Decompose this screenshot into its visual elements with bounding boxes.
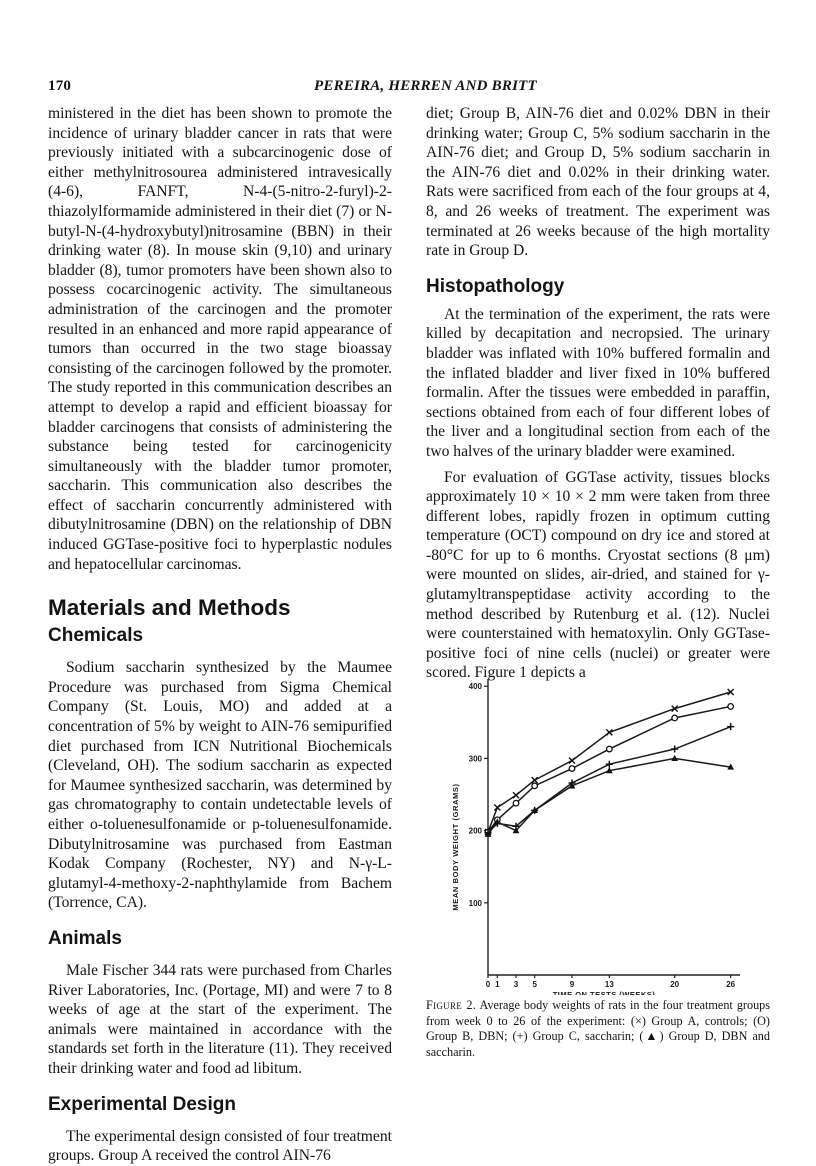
y-tick-label: 400: [468, 682, 482, 692]
x-tick-label: 0: [485, 980, 491, 989]
data-point-plus: [671, 746, 678, 753]
x-tick-label: 3: [513, 980, 519, 989]
design-paragraph: The experimental design consisted of four treatment groups. Group A received the control AIN-76: [48, 1127, 392, 1165]
histopathology-paragraph-2: For evaluation of GGTase activity, tissues blocks approximately 10 × 10 × 2 mm were taken from three different lobes, rapidly frozen in optimum cutting temperature (OCT) compound on dry ice and stored at -80°C for up to 6 months. Cryostat sections (8 μm) were mounted on slides, air-dried, and stained for γ-glutamyltranspeptidase activity according to the method described by Rutenburg et al. (12). Nuclei were counterstained with hematoxylin. Only GGTase-positive foci of nine cells (nuclei) or greater were scored. Figure 1 depicts a: [426, 468, 770, 682]
data-point-circle: [513, 800, 519, 806]
y-tick-label: 200: [468, 826, 482, 836]
x-tick-label: 20: [670, 980, 680, 989]
data-point-plus: [606, 761, 613, 768]
data-point-circle: [532, 783, 538, 789]
data-point-circle: [728, 704, 734, 710]
y-tick-label: 300: [468, 754, 482, 764]
page-number: 170: [48, 78, 72, 94]
chemicals-paragraph: Sodium saccharin synthesized by the Maumee Procedure was purchased from Sigma Chemical Company (St. Louis, MO) and added at a concentration of 5% by weight to AIN-76 semipurified diet purchased from ICN Nutritional Biochemicals (Cleveland, OH). The sodium saccharin as expected for Maumee synthesized saccharin, was determined by gas chromatography to contain undetectable levels of either o-toluenesulfonamide or p-toluenesulfonamide. Dibutylnitrosamine was purchased from Eastman Kodak Company (Rochester, NY) and N-γ-L-glutamyl-4-methoxy-2-naphthylamide from Bachem (Torrence, CA).: [48, 659, 392, 912]
left-column: [48, 104, 392, 1166]
animals-heading: Animals: [48, 927, 122, 949]
running-title: PEREIRA, HERREN AND BRITT: [314, 78, 537, 94]
data-point-circle: [672, 715, 678, 721]
y-axis-label: MEAN BODY WEIGHT (GRAMS): [451, 783, 460, 911]
data-point-circle: [569, 766, 575, 772]
data-point-plus: [727, 723, 734, 730]
data-point-triangle: [671, 755, 678, 761]
figure-2-chart: [440, 665, 770, 995]
x-tick-label: 26: [726, 980, 736, 989]
chemicals-heading: Chemicals: [48, 625, 144, 647]
intro-paragraph: ministered in the diet has been shown to promote the incidence of urinary bladder cancer in rats that were previously initiated with a subcarcinogenic dose of either methylnitrosourea administered intravesically (4-6), FANFT, N-4-(5-nitro-2-furyl)-2-thiazolylformamide administered in their diet (7) or N-butyl-N-(4-hydroxybutyl)nitrosamine (BBN) in their drinking water (8). In mouse skin (9,10) and urinary bladder (8), tumor promoters have been shown also to possess cocarcinogenic activity. The simultaneous administration of the carcinogen and the promoter resulted in an enhanced and more rapid appearance of tumors than occurred in the two stage bioassay consisting of the carcinogen followed by the promoter. The study reported in this communication describes an attempt to develop a rapid and efficient bioassay for bladder carcinogens that consists of administering the substance being tested for carcinogenicity simultaneously with the bladder tumor promoter, saccharin. This communication also describes the effect of saccharin concurrently administered with dibutylnitrosamine (DBN) on the relationship of DBN induced GGTase-positive foci to hyperplastic nodules and hepatocellular carcinomas.: [48, 105, 392, 573]
design-heading: Experimental Design: [48, 1093, 236, 1115]
figure-caption-label: Figure 2.: [426, 998, 477, 1012]
y-tick-label: 100: [468, 898, 482, 908]
histopathology-paragraph-1: At the termination of the experiment, the rats were killed by decapitation and necropsied. The urinary bladder was inflated with 10% buffered formalin and the inflated bladder and liver fixed in 10% buffered formalin. After the tissues were embedded in paraffin, sections obtained from each of four different lobes of the liver and a longitudinal section from each of the two halves of the urinary bladder were examined.: [426, 305, 770, 460]
data-point-circle: [607, 746, 613, 752]
x-axis-label: TIME ON TESTS (WEEKS): [552, 990, 656, 995]
data-point-x: [532, 777, 538, 783]
histopathology-heading: Histopathology: [426, 275, 565, 297]
series-line-+: [488, 727, 731, 833]
x-tick-label: 13: [604, 980, 614, 989]
figure-caption: [426, 998, 770, 1060]
section-title: Materials and Methods: [48, 595, 291, 621]
design-continued-paragraph: diet; Group B, AIN-76 diet and 0.02% DBN in their drinking water; Group C, 5% sodium saccharin in the AIN-76 diet; and Group D, 5% sodium saccharin in the AIN-76 diet and 0.02% in their drinking water. Rats were sacrificed from each of the four groups at 4, 8, and 26 weeks of treatment. The experiment was terminated at 26 weeks because of the high mortality rate in Group D.: [426, 105, 770, 260]
x-tick-label: 1: [495, 980, 500, 989]
animals-paragraph: Male Fischer 344 rats were purchased from Charles River Laboratories, Inc. (Portage, MI) and were 7 to 8 weeks of age at the start of the experiment. The animals were maintained in accordance with the standards set forth in the literature (11). They received their drinking water and food ad libitum.: [48, 961, 392, 1077]
x-tick-label: 9: [569, 980, 575, 989]
figure-caption-text: Average body weights of rats in the four treatment groups from week 0 to 26 of the experiment: (×) Group A, controls; (O) Group B, DBN; (+) Group C, saccharin; (▲) Group D, DBN and saccharin.: [426, 998, 770, 1059]
body-weight-chart: [440, 665, 770, 995]
x-tick-label: 5: [532, 980, 537, 989]
data-point-x: [569, 758, 575, 764]
right-column: [426, 104, 770, 683]
data-point-x: [513, 792, 519, 798]
